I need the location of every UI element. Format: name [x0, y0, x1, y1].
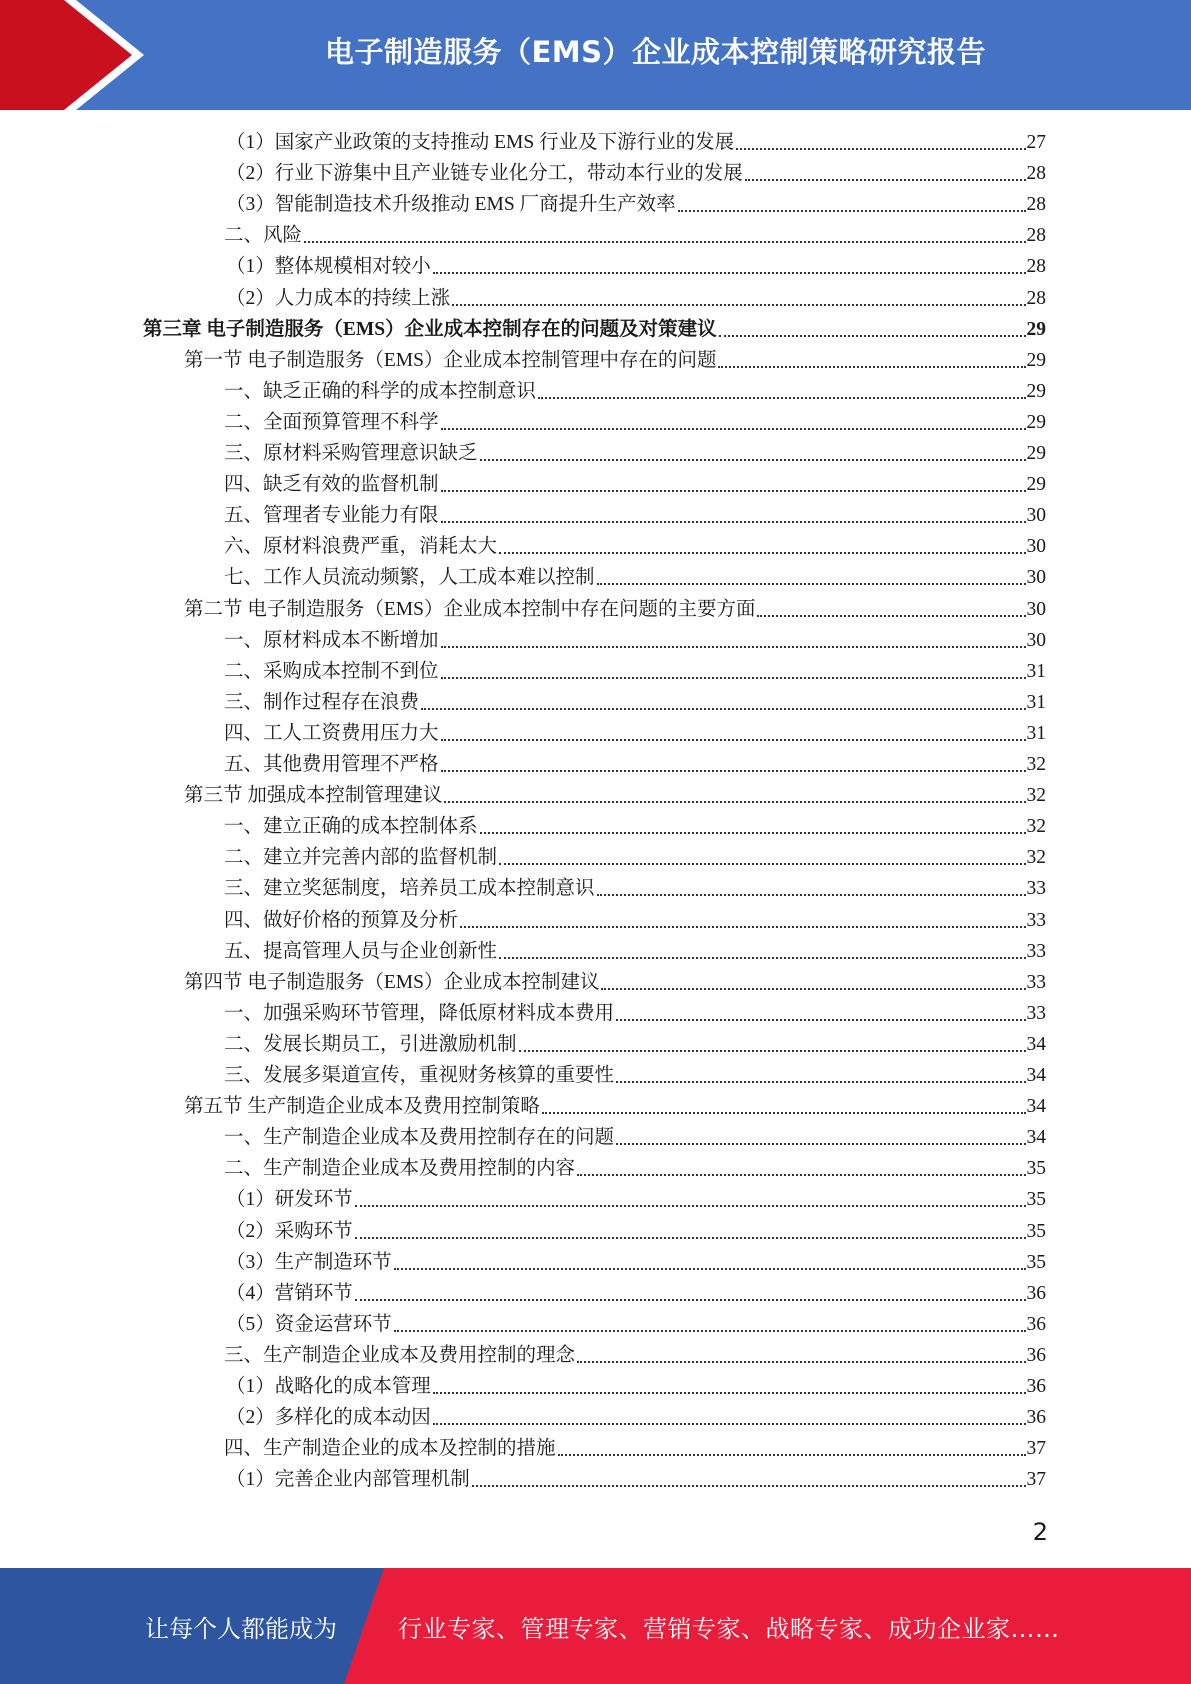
toc-entry[interactable] [226, 1216, 1046, 1247]
toc-entry[interactable] [226, 158, 1046, 189]
toc-dot-leader [480, 458, 1026, 461]
toc-entry[interactable] [224, 1060, 1046, 1091]
toc-dot-leader [421, 707, 1025, 710]
toc-entry-page: 36 [1026, 1407, 1046, 1429]
toc-entry[interactable] [224, 500, 1046, 531]
toc-entry-page: 36 [1026, 1376, 1046, 1397]
toc-entry-label: 第二节 电子制造服务（EMS）企业成本控制中存在问题的主要方面 [184, 598, 756, 620]
toc-entry-page: 29 [1026, 474, 1046, 496]
toc-dot-leader [452, 303, 1025, 306]
toc-entry-label: 第三章 电子制造服务（EMS）企业成本控制存在的问题及对策建议 [143, 318, 717, 340]
page-number: 2 [1032, 1518, 1048, 1546]
toc-entry-label: 二、发展长期员工，引进激励机制 [224, 1033, 517, 1055]
toc-entry-label: （1）研发环节 [226, 1189, 353, 1211]
toc-entry-label: 第一节 电子制造服务（EMS）企业成本控制管理中存在的问题 [184, 349, 717, 371]
toc-entry[interactable] [224, 1153, 1046, 1184]
toc-entry[interactable] [224, 625, 1046, 656]
toc-entry-page: 29 [1026, 411, 1046, 433]
toc-entry[interactable] [224, 531, 1046, 562]
toc-dot-leader [441, 645, 1026, 648]
toc-entry-page: 33 [1026, 1002, 1046, 1024]
toc-entry[interactable] [224, 469, 1046, 500]
toc-entry-label: 二、生产制造企业成本及费用控制的内容 [224, 1158, 576, 1180]
toc-entry[interactable] [224, 1029, 1046, 1060]
toc-entry-page: 34 [1026, 1096, 1046, 1118]
toc-entry-label: （1）整体规模相对较小 [226, 256, 431, 278]
toc-entry-page: 32 [1026, 847, 1046, 869]
toc-entry-page: 30 [1026, 536, 1046, 558]
toc-entry-page: 29 [1026, 349, 1046, 371]
toc-entry-label: （2）采购环节 [226, 1220, 353, 1242]
footer-slogan-left: 让每个人都能成为 [145, 1614, 337, 1643]
toc-entry[interactable] [224, 562, 1046, 593]
toc-dot-leader [718, 365, 1025, 368]
toc-entry[interactable] [224, 438, 1046, 469]
toc-entry-label: 二、风险 [224, 225, 303, 247]
toc-entry-label: （4）营销环节 [226, 1282, 353, 1304]
toc-entry-page: 35 [1026, 1251, 1046, 1273]
toc-entry-label: 二、建立并完善内部的监督机制 [224, 847, 498, 869]
toc-entry-page: 35 [1026, 1189, 1046, 1211]
toc-entry-page: 29 [1026, 318, 1046, 340]
toc-entry-label: 四、做好价格的预算及分析 [224, 909, 459, 931]
toc-entry-label: 四、缺乏有效的监督机制 [224, 474, 439, 496]
toc-entry[interactable] [224, 936, 1046, 967]
toc-dot-leader [460, 925, 1025, 928]
toc-entry-page: 34 [1026, 1033, 1046, 1055]
toc-entry[interactable] [224, 1340, 1046, 1371]
toc-dot-leader [304, 240, 1025, 243]
toc-dot-leader [616, 1142, 1025, 1145]
toc-entry[interactable] [226, 283, 1046, 314]
toc-entry-page: 35 [1026, 1220, 1046, 1242]
toc-entry-page: 28 [1026, 225, 1046, 247]
toc-dot-leader [433, 271, 1026, 274]
toc-dot-leader [678, 209, 1026, 212]
toc-entry[interactable] [226, 1278, 1046, 1309]
toc-entry[interactable] [224, 220, 1046, 251]
toc-entry[interactable] [226, 1402, 1046, 1433]
toc-entry-page: 33 [1026, 878, 1046, 900]
toc-dot-leader [538, 396, 1025, 399]
toc-entry-label: 一、建立正确的成本控制体系 [224, 816, 478, 838]
toc-dot-leader [499, 862, 1025, 865]
toc-entry-page: 30 [1026, 505, 1046, 527]
toc-entry-page: 28 [1026, 194, 1046, 216]
toc-entry-page: 32 [1026, 754, 1046, 775]
toc-entry[interactable] [226, 1184, 1046, 1215]
toc-entry-label: 一、加强采购环节管理，降低原材料成本费用 [224, 1002, 615, 1024]
toc-dot-leader [355, 1236, 1026, 1239]
toc-entry[interactable] [226, 1247, 1046, 1278]
toc-entry-page: 34 [1026, 1127, 1046, 1149]
toc-entry[interactable] [224, 656, 1046, 687]
toc-dot-leader [601, 987, 1025, 990]
toc-entry[interactable] [226, 1309, 1046, 1340]
toc-entry-page: 31 [1026, 660, 1046, 682]
toc-entry-page: 31 [1026, 722, 1046, 744]
toc-entry-label: 四、生产制造企业的成本及控制的措施 [224, 1438, 556, 1460]
toc-entry-label: 三、制作过程存在浪费 [224, 691, 420, 713]
toc-entry-label: 三、原材料采购管理意识缺乏 [224, 443, 478, 464]
toc-entry[interactable] [226, 1371, 1046, 1402]
toc-dot-leader [745, 178, 1026, 181]
toc-dot-leader [394, 1267, 1026, 1270]
toc-dot-leader [577, 1360, 1025, 1363]
toc-entry-page: 36 [1026, 1344, 1046, 1366]
toc-dot-leader [499, 551, 1025, 554]
toc-dot-leader [394, 1329, 1026, 1332]
footer-slogan-right: 行业专家、管理专家、营销专家、战略专家、成功企业家…… [398, 1614, 1060, 1643]
toc-entry[interactable] [226, 127, 1046, 158]
toc-entry[interactable] [224, 998, 1046, 1029]
report-title: 电子制造服务（EMS）企业成本控制策略研究报告 [324, 34, 987, 69]
toc-entry[interactable] [184, 780, 1046, 811]
toc-entry-label: 一、生产制造企业成本及费用控制存在的问题 [224, 1127, 615, 1149]
toc-entry-label: 一、缺乏正确的科学的成本控制意识 [224, 380, 537, 402]
toc-entry[interactable] [184, 594, 1046, 625]
toc-entry-page: 36 [1026, 1282, 1046, 1304]
toc-entry-page: 30 [1026, 567, 1046, 589]
toc-dot-leader [441, 738, 1026, 741]
toc-entry-label: 第四节 电子制造服务（EMS）企业成本控制建议 [184, 971, 600, 993]
toc-entry-page: 33 [1026, 940, 1046, 962]
toc-entry[interactable] [224, 749, 1046, 780]
toc-entry[interactable] [224, 873, 1046, 904]
toc-entry[interactable] [184, 967, 1046, 998]
toc-entry-label: （1）战略化的成本管理 [226, 1376, 431, 1397]
toc-dot-leader [597, 893, 1026, 896]
toc-dot-leader [577, 1173, 1025, 1176]
toc-entry[interactable] [224, 718, 1046, 749]
toc-dot-leader [519, 1049, 1026, 1052]
toc-dot-leader [472, 1484, 1026, 1487]
toc-entry-page: 36 [1026, 1313, 1046, 1335]
toc-dot-leader [441, 489, 1026, 492]
toc-entry-label: 三、生产制造企业成本及费用控制的理念 [224, 1344, 576, 1366]
toc-dot-leader [616, 1080, 1025, 1083]
toc-dot-leader [542, 1111, 1026, 1114]
toc-entry-page: 27 [1026, 132, 1046, 153]
toc-entry-label: 一、原材料成本不断增加 [224, 629, 439, 651]
toc-entry-page: 30 [1026, 598, 1046, 620]
toc-entry-label: 四、工人工资费用压力大 [224, 722, 439, 744]
toc-dot-leader [480, 831, 1026, 834]
toc-entry-page: 28 [1026, 256, 1046, 278]
toc-entry[interactable] [224, 811, 1046, 842]
toc-entry-label: （1）国家产业政策的支持推动 EMS 行业及下游行业的发展 [226, 132, 735, 153]
toc-entry-label: 五、提高管理人员与企业创新性 [224, 940, 498, 962]
toc-entry-label: 七、工作人员流动频繁，人工成本难以控制 [224, 567, 595, 589]
toc-entry[interactable] [226, 189, 1046, 220]
toc-entry-label: （3）生产制造环节 [226, 1251, 392, 1273]
toc-entry-label: 三、建立奖惩制度，培养员工成本控制意识 [224, 878, 595, 900]
toc-entry-label: （2）行业下游集中且产业链专业化分工，带动本行业的发展 [226, 163, 743, 185]
toc-entry[interactable] [224, 687, 1046, 718]
toc-entry-page: 28 [1026, 163, 1046, 185]
toc-entry-label: 五、其他费用管理不严格 [224, 754, 439, 775]
toc-entry[interactable] [184, 1091, 1046, 1122]
toc-dot-leader [441, 676, 1026, 679]
toc-entry[interactable] [224, 905, 1046, 936]
toc-entry[interactable] [224, 842, 1046, 873]
toc-entry[interactable] [224, 1433, 1046, 1464]
toc-dot-leader [441, 520, 1026, 523]
toc-dot-leader [597, 582, 1026, 585]
toc-dot-leader [616, 1018, 1025, 1021]
toc-entry-page: 34 [1026, 1065, 1046, 1086]
toc-entry[interactable] [226, 251, 1046, 282]
toc-entry[interactable] [224, 1122, 1046, 1153]
toc-entry[interactable] [143, 314, 1046, 345]
toc-dot-leader [433, 1422, 1026, 1425]
toc-entry-label: 五、管理者专业能力有限 [224, 505, 439, 527]
toc-dot-leader [757, 614, 1025, 617]
toc-dot-leader [441, 769, 1026, 772]
toc-dot-leader [558, 1453, 1026, 1456]
toc-dot-leader [355, 1204, 1026, 1207]
toc-entry-page: 33 [1026, 971, 1046, 993]
toc-entry-page: 35 [1026, 1158, 1046, 1180]
toc-entry[interactable] [224, 376, 1046, 407]
toc-entry-label: （2）人力成本的持续上涨 [226, 287, 451, 309]
toc-entry-label: （5）资金运营环节 [226, 1313, 392, 1335]
toc-entry-page: 31 [1026, 691, 1046, 713]
toc-entry-label: 六、原材料浪费严重，消耗太大 [224, 536, 498, 558]
toc-dot-leader [355, 1298, 1026, 1301]
toc-entry-label: 第三节 加强成本控制管理建议 [184, 785, 443, 807]
toc-entry-label: （3）智能制造技术升级推动 EMS 厂商提升生产效率 [226, 194, 676, 216]
toc-entry-page: 32 [1026, 785, 1046, 807]
toc-entry-page: 37 [1026, 1469, 1046, 1491]
toc-entry-page: 32 [1026, 816, 1046, 838]
toc-dot-leader [719, 334, 1026, 337]
footer-banner [0, 1568, 1191, 1684]
toc-entry-page: 29 [1026, 443, 1046, 464]
toc-entry[interactable] [184, 345, 1046, 376]
toc-entry-label: 第五节 生产制造企业成本及费用控制策略 [184, 1096, 540, 1118]
toc-entry-label: 二、全面预算管理不科学 [224, 411, 439, 433]
toc-dot-leader [499, 956, 1025, 959]
toc-entry-page: 28 [1026, 287, 1046, 309]
toc-entry[interactable] [224, 407, 1046, 438]
toc-dot-leader [433, 1391, 1026, 1394]
toc-entry[interactable] [226, 1464, 1046, 1495]
toc-entry-page: 37 [1026, 1438, 1046, 1460]
toc-entry-label: （1）完善企业内部管理机制 [226, 1469, 470, 1491]
toc-dot-leader [441, 427, 1026, 430]
toc-entry-label: （2）多样化的成本动因 [226, 1407, 431, 1429]
toc-dot-leader [736, 147, 1025, 150]
toc-entry-page: 30 [1026, 629, 1046, 651]
toc-entry-label: 三、发展多渠道宣传，重视财务核算的重要性 [224, 1065, 615, 1086]
toc-entry-label: 二、采购成本控制不到位 [224, 660, 439, 682]
toc-entry-page: 33 [1026, 909, 1046, 931]
toc-dot-leader [444, 800, 1025, 803]
header-banner [0, 0, 1191, 110]
toc-entry-page: 29 [1026, 380, 1046, 402]
